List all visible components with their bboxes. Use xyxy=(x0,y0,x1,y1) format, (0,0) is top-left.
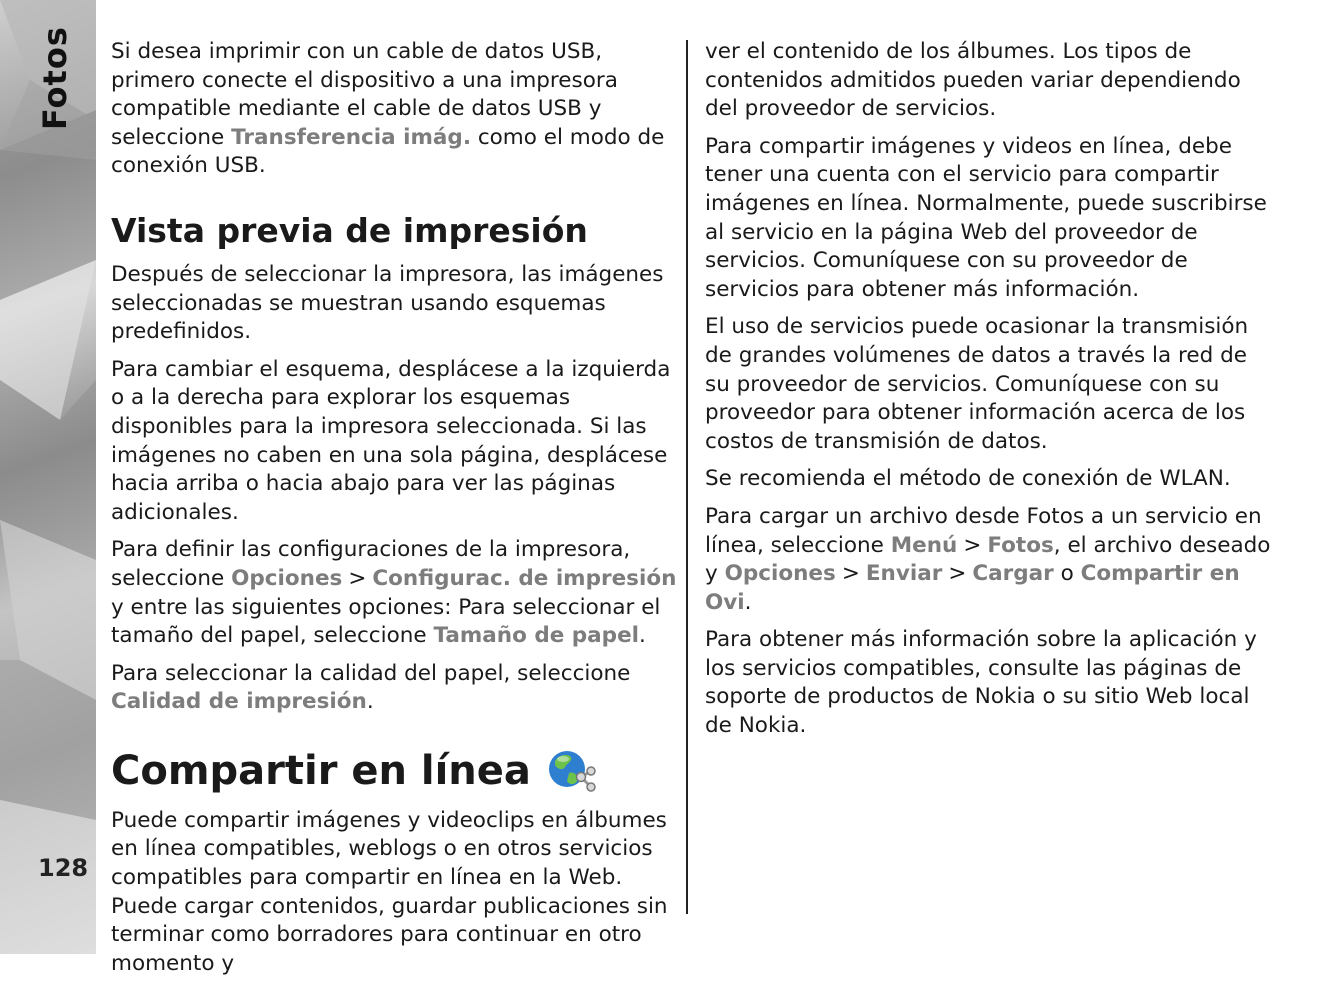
paragraph-printer-settings xyxy=(111,536,677,650)
paragraph-upload xyxy=(705,503,1271,617)
sidebar-facet-pattern xyxy=(0,0,96,954)
menu-configurac-impresion: Configurac. de impresión xyxy=(372,565,677,591)
section-tab xyxy=(36,90,74,130)
text: Para seleccionar la calidad del papel, seleccione xyxy=(111,660,631,686)
globe-share-icon xyxy=(547,747,597,795)
paragraph-preview-intro: Después de seleccionar la impresora, las imágenes seleccionadas se muestran usando esquemas predefinidos. xyxy=(111,261,664,345)
menu-separator: > xyxy=(348,565,367,591)
menu-separator: > xyxy=(841,561,860,587)
paragraph-change-layout: Para cambiar el esquema, desplácese a la izquierda o a la derecha para explorar los esquemas disponibles para la impresora seleccionada. Si las imágenes no caben en una sola página, desplácese hacia arriba o hacia abajo para ver las páginas adicionales. xyxy=(111,356,671,525)
menu-tamano-papel: Tamaño de papel xyxy=(433,623,640,649)
paragraph-paper-quality xyxy=(111,660,677,717)
menu-fotos: Fotos xyxy=(987,532,1054,558)
menu-opciones: Opciones xyxy=(724,561,836,587)
paragraph-account: Para compartir imágenes y videos en línea, debe tener una cuenta con el servicio para compartir imágenes en línea. Normalmente, puede suscribirse al servicio en la página Web del proveedor de servicios. Comuníquese con su proveedor de servicios para obtener más información. xyxy=(705,133,1267,302)
text: y entre las siguientes opciones: Para seleccionar el tamaño del papel, seleccione xyxy=(111,594,661,649)
right-column xyxy=(705,38,1271,750)
sidebar-decoration xyxy=(0,0,96,954)
text: como el modo de conexión USB. xyxy=(111,124,665,179)
menu-compartir-ovi: Compartir en Ovi xyxy=(705,561,1240,615)
menu-opciones: Opciones xyxy=(231,565,343,591)
text: . xyxy=(639,623,646,649)
text: Para cargar un archivo desde Fotos a un servicio en línea, seleccione xyxy=(705,503,1262,558)
heading-share-online xyxy=(111,747,677,795)
text: Si desea imprimir con un cable de datos USB, primero conecte el dispositivo a una impresora compatible mediante el cable de datos USB y seleccione xyxy=(111,39,618,150)
paragraph-usb-print xyxy=(111,38,677,181)
paragraph-albums: ver el contenido de los álbumes. Los tipos de contenidos admitidos pueden variar dependiendo del proveedor de servicios. xyxy=(705,39,1241,122)
text: , el archivo deseado y xyxy=(705,532,1271,587)
left-column xyxy=(111,38,677,987)
column-divider xyxy=(686,40,688,914)
menu-cargar: Cargar xyxy=(972,561,1054,587)
menu-menu: Menú xyxy=(890,532,958,558)
heading-share-online-text: Compartir en línea xyxy=(111,747,531,794)
heading-print-preview: Vista previa de impresión xyxy=(111,210,588,250)
page-number: 128 xyxy=(38,854,89,882)
text: . xyxy=(744,589,752,615)
paragraph-data-costs: El uso de servicios puede ocasionar la transmisión de grandes volúmenes de datos a través la red de su proveedor de servicios. Comuníquese con su proveedor para obtener información acerca de los costos de transmisión de datos. xyxy=(705,314,1249,454)
paragraph-share-intro: Puede compartir imágenes y videoclips en álbumes en línea compatibles, weblogs o en otros servicios compatibles para compartir en línea en la Web. Puede cargar contenidos, guardar publicaciones sin terminar como borradores para continuar en otro momento y xyxy=(111,807,668,976)
text: o xyxy=(1053,561,1081,587)
menu-separator: > xyxy=(963,532,982,558)
text: . xyxy=(366,689,374,715)
paragraph-more-info: Para obtener más información sobre la aplicación y los servicios compatibles, consulte las páginas de soporte de productos de Nokia o su sitio Web local de Nokia. xyxy=(705,627,1257,739)
menu-calidad-impresion: Calidad de impresión xyxy=(111,689,367,715)
text: Para definir las configuraciones de la impresora, seleccione xyxy=(111,537,631,591)
menu-separator: > xyxy=(948,561,967,587)
menu-transferencia: Transferencia imág. xyxy=(231,124,471,150)
menu-enviar: Enviar xyxy=(865,561,943,587)
paragraph-wlan: Se recomienda el método de conexión de WLAN. xyxy=(705,466,1231,492)
